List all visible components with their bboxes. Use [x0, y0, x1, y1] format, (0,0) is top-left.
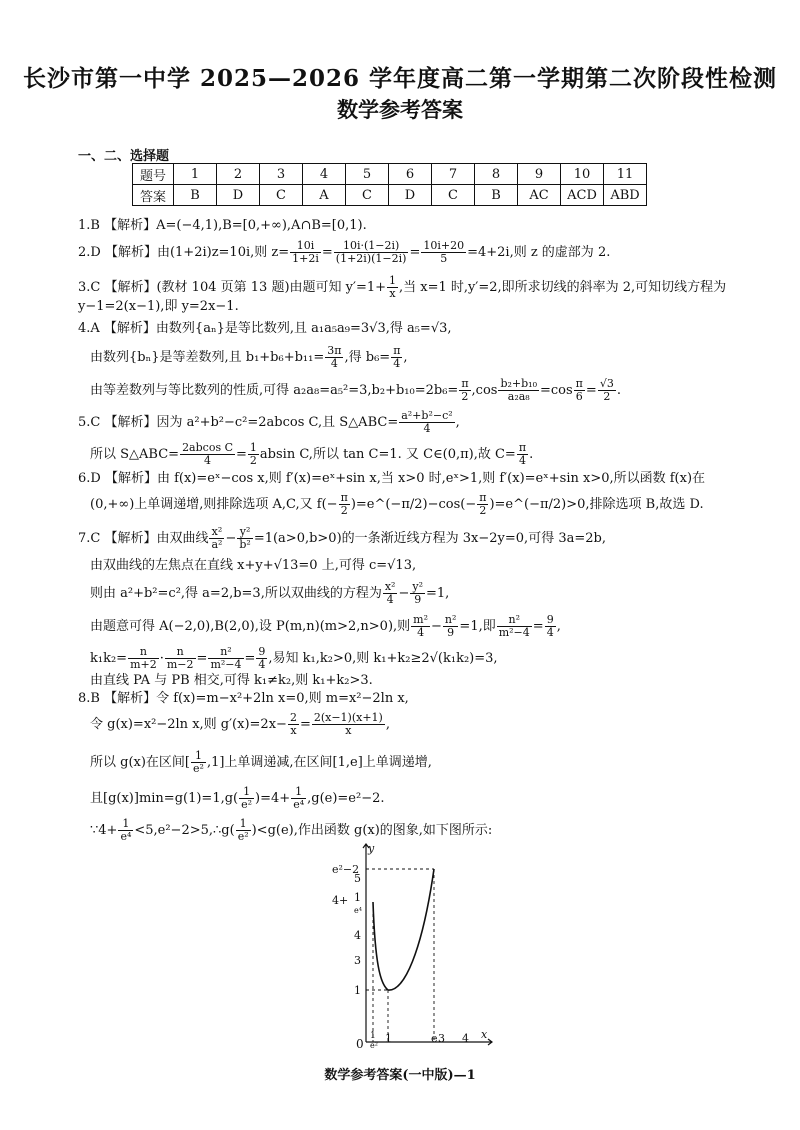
solution-8-cont: 令 g(x)=x²−2ln x,则 g′(x)=2x− $\frac{2}{x}$ = $\frac{2(x-1)(x+1)}{x}$ , — [90, 711, 390, 737]
fraction: $\frac{\text{2abcos C}}{4}$ — [182, 441, 234, 467]
solution-8: 8.B 【解析】令 f(x)=m−x²+2ln x=0,则 m=x²−2ln x, — [78, 691, 409, 706]
solution-3-cont: y−1=2(x−1),即 y=2x−1. — [78, 299, 239, 314]
tick-label: 4 — [462, 1032, 469, 1045]
fraction: $\frac{10i+20}{5}$ — [423, 239, 465, 265]
solution-7-cont: 则由 a²+b²=c²,得 a=2,b=3,所以双曲线的方程为 $\frac{\text{x²}}{4}$ − $\frac{\text{y²}}{9}$ =1, — [90, 580, 450, 606]
fraction: $\frac{\pi}{6}$ — [575, 377, 583, 403]
solution-5-cont: 所以 S△ABC= $\frac{\text{2abcos C}}{4}$ = $\frac{1}{2}$ absin C,所以 tan C=1. 又 C∈(0,π),故 C= $\frac{\pi}{4}$ . — [90, 441, 534, 467]
fraction: $\frac{\text{n²}}{\text{m²−4}}$ — [498, 613, 530, 639]
solution-4-cont: 由等差数列与等比数列的性质,可得 a₂a₈=a₅²=3,b₂+b₁₀=2b₆= $\frac{\pi}{2}$ ,cos $\frac{\text{b₂+b₁₀}}{\text{a₂a₈}}$ =cos $\frac{\pi}{6}$ = $\frac{√3}{2}$ . — [90, 377, 621, 403]
page-subtitle: 数学参考答案 — [337, 97, 463, 122]
tick-label: 4+ — [332, 894, 349, 907]
table-header-cell: 答案 — [133, 185, 174, 206]
fraction: $\frac{\pi}{2}$ — [340, 491, 348, 517]
solution-2: 2.D 【解析】由(1+2i)z=10i,则 z= $\frac{10i}{1+2i}$ = $\frac{10i\cdot(1-2i)}{(1+2i)(1-2i)}$ = $\frac{10i+20}{5}$ =4+2i,则 z 的虚部为 2. — [78, 239, 611, 265]
solution-6: 6.D 【解析】由 f(x)=eˣ−cos x,则 f′(x)=eˣ+sin x,当 x>0 时,eˣ>1,则 f′(x)=eˣ+sin x>0,所以函数 f(x)在 — [78, 471, 706, 486]
answer-cell: AC — [518, 185, 561, 206]
fraction: $\frac{1}{\text{e²}}$ — [241, 785, 253, 811]
table-row — [133, 185, 647, 206]
answer-cell: ABD — [604, 185, 647, 206]
tick-label: 5 — [354, 872, 361, 885]
fraction: $\frac{\text{y²}}{\text{b²}}$ — [239, 525, 251, 551]
fraction: $\frac{\pi}{4}$ — [393, 344, 401, 370]
fraction: $\frac{3\pi}{4}$ — [327, 344, 342, 370]
answer-cell: B — [174, 185, 217, 206]
answer-table — [132, 163, 647, 206]
curve-g — [373, 869, 434, 990]
fraction: $\frac{\text{b₂+b₁₀}}{\text{a₂a₈}}$ — [500, 377, 537, 403]
tick-label: e⁴ — [354, 906, 362, 915]
answer-cell: C — [432, 185, 475, 206]
fraction: $\frac{√3}{2}$ — [599, 377, 614, 403]
question-number-cell: 5 — [346, 164, 389, 185]
section-label: 一、二、选择题 — [78, 149, 170, 164]
solution-8-cont: 所以 g(x)在区间[ $\frac{1}{\text{e²}}$ ,1]上单调递减,在区间[1,e]上单调递增, — [90, 749, 432, 775]
x-axis-label: x — [481, 1028, 488, 1041]
tick-label: 1 — [354, 984, 361, 997]
solution-4-cont: 由数列{bₙ}是等差数列,且 b₁+b₆+b₁₁= $\frac{3\pi}{4}$ ,得 b₆= $\frac{\pi}{4}$ , — [90, 344, 408, 370]
solution-6-cont: (0,+∞)上单调递增,则排除选项 A,C,又 f(− $\frac{\pi}{2}$ )=e^(−π/2)−cos(− $\frac{\pi}{2}$ )=e^(−π/2)>0,排除选项 B,故选 D. — [90, 491, 704, 517]
solution-7: 7.C 【解析】由双曲线 $\frac{\text{x²}}{\text{a²}}$ − $\frac{\text{y²}}{\text{b²}}$ =1(a>0,b>0)的一条渐近线方程为 3x−2y=0,可得 3a=2b, — [78, 525, 606, 551]
table-header-cell: 题号 — [133, 164, 174, 185]
solution-7-cont: 由直线 PA 与 PB 相交,可得 k₁≠k₂,则 k₁+k₂>3. — [90, 673, 373, 688]
page-footer: 数学参考答案(一中版)—1 — [324, 1068, 476, 1083]
fraction: $\frac{\text{x²}}{\text{a²}}$ — [211, 525, 223, 551]
fraction: $\frac{n}{m+2}$ — [130, 645, 157, 671]
origin-label: 0 — [356, 1037, 364, 1051]
fraction: $\frac{10i}{1+2i}$ — [292, 239, 319, 265]
answer-cell: D — [217, 185, 260, 206]
solution-8-cont: ∵4+ $\frac{1}{\text{e⁴}}$ <5,e²−2>5,∴g( $\frac{1}{\text{e²}}$ )<g(e),作出函数 g(x)的图象,如下图所示: — [90, 817, 493, 843]
fraction: $\frac{2}{x}$ — [289, 711, 297, 737]
fraction: $\frac{1}{\text{e²}}$ — [237, 817, 249, 843]
tick-label: e²−2 — [332, 863, 360, 876]
solution-8-cont: 且[g(x)]min=g(1)=1,g( $\frac{1}{\text{e²}}$ )=4+ $\frac{1}{\text{e⁴}}$ ,g(e)=e²−2. — [90, 785, 385, 811]
fraction: $\frac{9}{4}$ — [258, 645, 266, 671]
fraction: $\frac{1}{\text{e²}}$ — [193, 749, 204, 775]
text: ,当 x=1 时,y′=2,即所求切线的斜率为 2,可知切线方程为 — [399, 280, 727, 295]
answer-cell: D — [389, 185, 432, 206]
tick-label: e — [431, 1032, 438, 1045]
question-number-cell: 8 — [475, 164, 518, 185]
fraction: $\frac{\text{y²}}{9}$ — [412, 580, 423, 606]
fraction: $\frac{\text{a²+b²−c²}}{4}$ — [401, 409, 453, 435]
fraction: $\frac{\text{n²}}{9}$ — [444, 613, 457, 639]
fraction: $\frac{1}{x}$ — [389, 274, 396, 300]
question-number-cell: 3 — [260, 164, 303, 185]
fraction: $\frac{\pi}{4}$ — [518, 441, 527, 467]
question-number-cell: 2 — [217, 164, 260, 185]
tick-label: 4 — [354, 929, 361, 942]
question-number-cell: 9 — [518, 164, 561, 185]
fraction: $\frac{9}{4}$ — [546, 613, 554, 639]
question-number-cell: 1 — [174, 164, 217, 185]
fraction: $\frac{10i\cdot(1-2i)}{(1+2i)(1-2i)}$ — [335, 239, 407, 265]
function-graph — [318, 842, 498, 1054]
fraction: $\frac{2(x-1)(x+1)}{x}$ — [313, 711, 383, 737]
fraction: $\frac{\text{m²}}{4}$ — [413, 613, 429, 639]
fraction: $\frac{1}{\text{e⁴}}$ — [293, 785, 305, 811]
tick-label: 1 — [370, 1031, 376, 1041]
tick-label: 1 — [385, 1032, 392, 1045]
solution-4: 4.A 【解析】由数列{aₙ}是等比数列,且 a₁a₅a₉=3√3,得 a₅=√3, — [78, 321, 452, 336]
fraction: $\frac{\pi}{2}$ — [479, 491, 487, 517]
tick-label: 3 — [354, 954, 361, 967]
solution-7-cont: 由题意可得 A(−2,0),B(2,0),设 P(m,n)(m>2,n>0),则 $\frac{\text{m²}}{4}$ − $\frac{\text{n²}}{9}$ =1,即 $\frac{\text{n²}}{\text{m²−4}}$ = $\frac{9}{4}$ , — [90, 613, 561, 639]
text: 2.D 【解析】由(1+2i)z=10i,则 z= — [78, 245, 290, 260]
question-number-cell: 7 — [432, 164, 475, 185]
fraction: $\frac{\text{x²}}{4}$ — [384, 580, 396, 606]
question-number-cell: 10 — [561, 164, 604, 185]
fraction: $\frac{\pi}{2}$ — [461, 377, 469, 403]
fraction: $\frac{1}{2}$ — [249, 441, 257, 467]
fraction: $\frac{1}{\text{e⁴}}$ — [120, 817, 132, 843]
answer-cell: ACD — [561, 185, 604, 206]
text: =4+2i,则 z 的虚部为 2. — [467, 245, 611, 260]
tick-label: 1 — [354, 891, 361, 904]
solution-7-cont: 由双曲线的左焦点在直线 x+y+√13=0 上,可得 c=√13, — [90, 558, 417, 573]
answer-cell: A — [303, 185, 346, 206]
table-row — [133, 164, 647, 185]
fraction: $\frac{n}{m-2}$ — [166, 645, 194, 671]
question-number-cell: 6 — [389, 164, 432, 185]
answer-cell: B — [475, 185, 518, 206]
question-number-cell: 11 — [604, 164, 647, 185]
solution-1: 1.B 【解析】A=(−4,1),B=[0,+∞),A∩B=[0,1). — [78, 218, 367, 233]
y-axis-label: y — [368, 842, 375, 855]
page-title: 长沙市第一中学 2025—2026 学年度高二第一学期第二次阶段性检测 — [22, 65, 778, 92]
text: 3.C 【解析】(教材 104 页第 13 题)由题可知 y′=1+ — [78, 280, 386, 295]
solution-7-cont: k₁k₂= $\frac{n}{m+2}$ · $\frac{n}{m-2}$ = $\frac{\text{n²}}{\text{m²−4}}$ = $\frac{9}{4}$ ,易知 k₁,k₂>0,则 k₁+k₂≥2√(k₁k₂)=3, — [90, 645, 498, 671]
tick-label: e² — [370, 1041, 378, 1050]
solution-3 — [78, 275, 726, 300]
answer-cell: C — [346, 185, 389, 206]
solution-5: 5.C 【解析】因为 a²+b²−c²=2abcos C,且 S△ABC= $\frac{\text{a²+b²−c²}}{4}$ , — [78, 409, 460, 435]
fraction: $\frac{\text{n²}}{\text{m²−4}}$ — [210, 645, 242, 671]
answer-cell: C — [260, 185, 303, 206]
tick-label: 3 — [438, 1032, 445, 1045]
question-number-cell: 4 — [303, 164, 346, 185]
